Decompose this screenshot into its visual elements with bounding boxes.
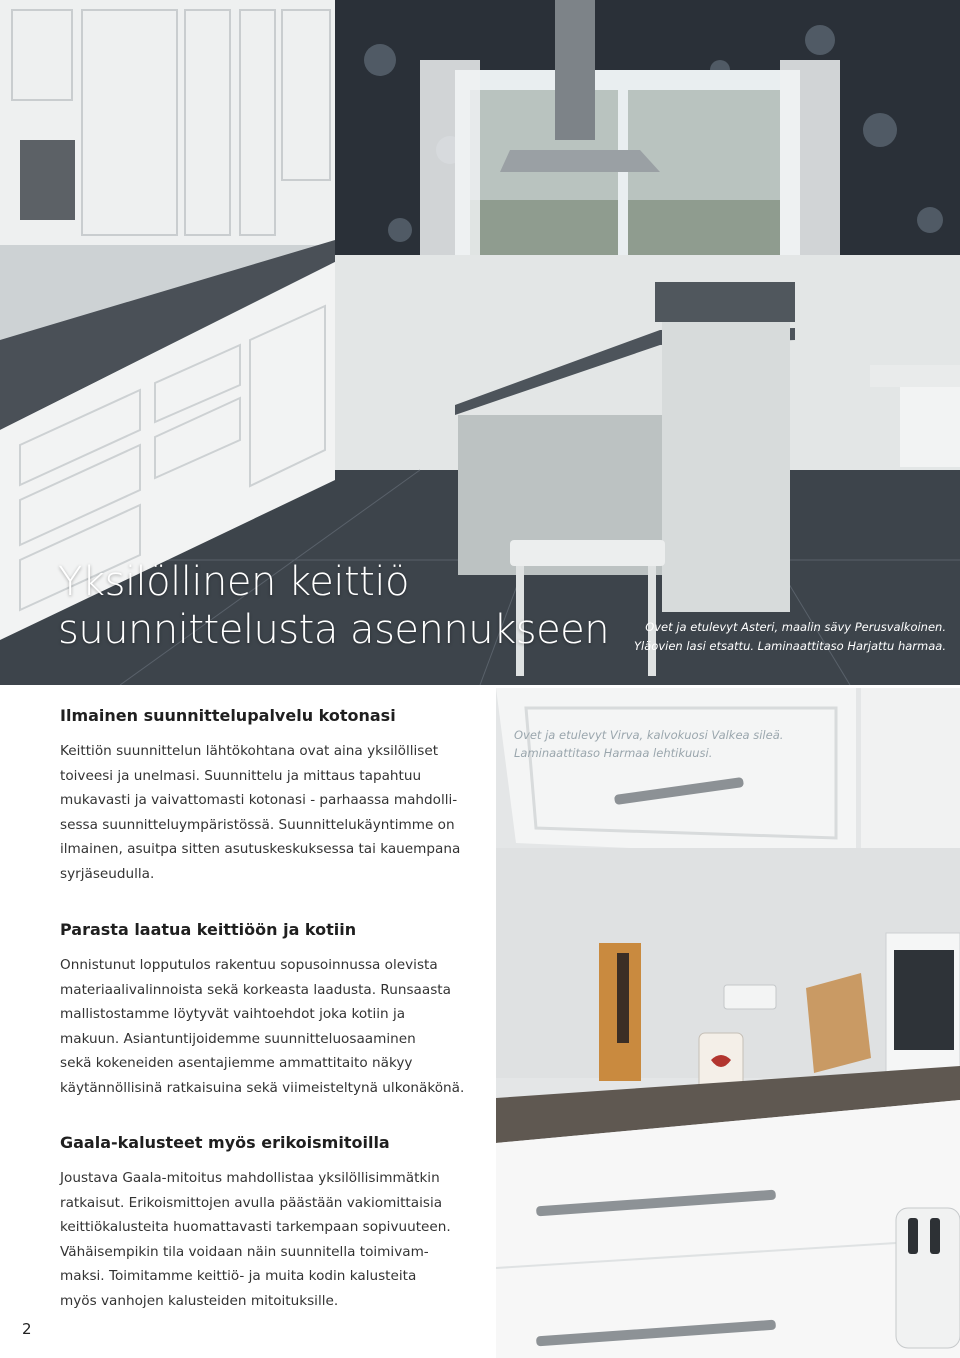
detail-caption-line-2: Laminaattitaso Harmaa lehtikuusi. xyxy=(514,746,713,760)
body-line: Vähäisempikin tila voidaan näin suunnitella toimivam- xyxy=(60,1243,429,1260)
hero-title-line-1: Yksilöllinen keittiö xyxy=(58,559,409,605)
body-line: sekä kokeneiden asentajiemme ammattitaito näkyy xyxy=(60,1055,413,1071)
hero-title-line-2: suunnittelusta asennukseen xyxy=(58,607,610,653)
hero-caption xyxy=(606,618,946,656)
section-best-quality xyxy=(60,919,464,1100)
section-body xyxy=(60,1166,451,1313)
body-line: käytännöllisinä ratkaisuina sekä viimeisteltynä ulkonäkönä. xyxy=(60,1079,465,1096)
section-special-dimensions xyxy=(60,1132,451,1313)
body-line: Joustava Gaala-mitoitus mahdollistaa yksilöllisimmätkin xyxy=(60,1170,440,1186)
body-line: keittiökalusteita huomattavasti tarkempaan sopivuuteen. xyxy=(60,1219,451,1235)
body-line: myös vanhojen kalusteiden mitoituksille. xyxy=(60,1292,339,1309)
body-line: materiaalivalinnoista sekä korkeasta laadusta. Runsaasta xyxy=(60,981,451,998)
section-free-design-service xyxy=(60,705,460,886)
body-line: toiveesi ja unelmasi. Suunnittelu ja mittaus tapahtuu xyxy=(60,767,422,784)
section-heading: Ilmainen suunnittelupalvelu kotonasi xyxy=(60,706,396,725)
section-heading: Gaala-kalusteet myös erikoismitoilla xyxy=(60,1133,390,1152)
detail-caption-line-1: Ovet ja etulevyt Virva, kalvokuosi Valkea sileä. xyxy=(514,728,784,742)
body-line: sessa suunnitteluympäristössä. Suunnittelukäyntimme on xyxy=(60,816,455,833)
section-body xyxy=(60,739,460,886)
body-line: makuun. Asiantuntijoidemme suunnitteluosaaminen xyxy=(60,1030,416,1047)
body-line: maksi. Toimitamme keittiö- ja muita kodin kalusteita xyxy=(60,1268,417,1284)
body-line: Keittiön suunnittelun lähtökohtana ovat aina yksilölliset xyxy=(60,743,439,759)
hero-title xyxy=(58,558,609,654)
page-number: 2 xyxy=(22,1320,32,1338)
section-heading: Parasta laatua keittiöön ja kotiin xyxy=(60,920,357,939)
detail-photo-caption xyxy=(514,726,783,762)
section-body xyxy=(60,953,464,1100)
hero-caption-line-1: Ovet ja etulevyt Asteri, maalin sävy Perusvalkoinen. xyxy=(645,620,946,634)
kitchen-detail-photo xyxy=(496,688,960,1358)
body-line: ratkaisut. Erikoismittojen avulla päästään vakiomittaisia xyxy=(60,1194,443,1211)
body-line: mukavasti ja vaivattomasti kotonasi - parhaassa mahdolli- xyxy=(60,792,458,808)
hero-caption-line-2: Yläovien lasi etsattu. Laminaattitaso Harjattu harmaa. xyxy=(634,639,946,653)
body-line: Onnistunut lopputulos rakentuu sopusoinnussa olevista xyxy=(60,957,438,973)
body-line: ilmainen, asuitpa sitten asutuskeskuksessa tai kauempana xyxy=(60,841,461,857)
body-line: syrjäseudulla. xyxy=(60,865,155,882)
body-line: mallistostamme löytyvät vaihtoehdot joka kotiin ja xyxy=(60,1006,406,1022)
kitchen-detail-illustration xyxy=(496,688,960,1358)
